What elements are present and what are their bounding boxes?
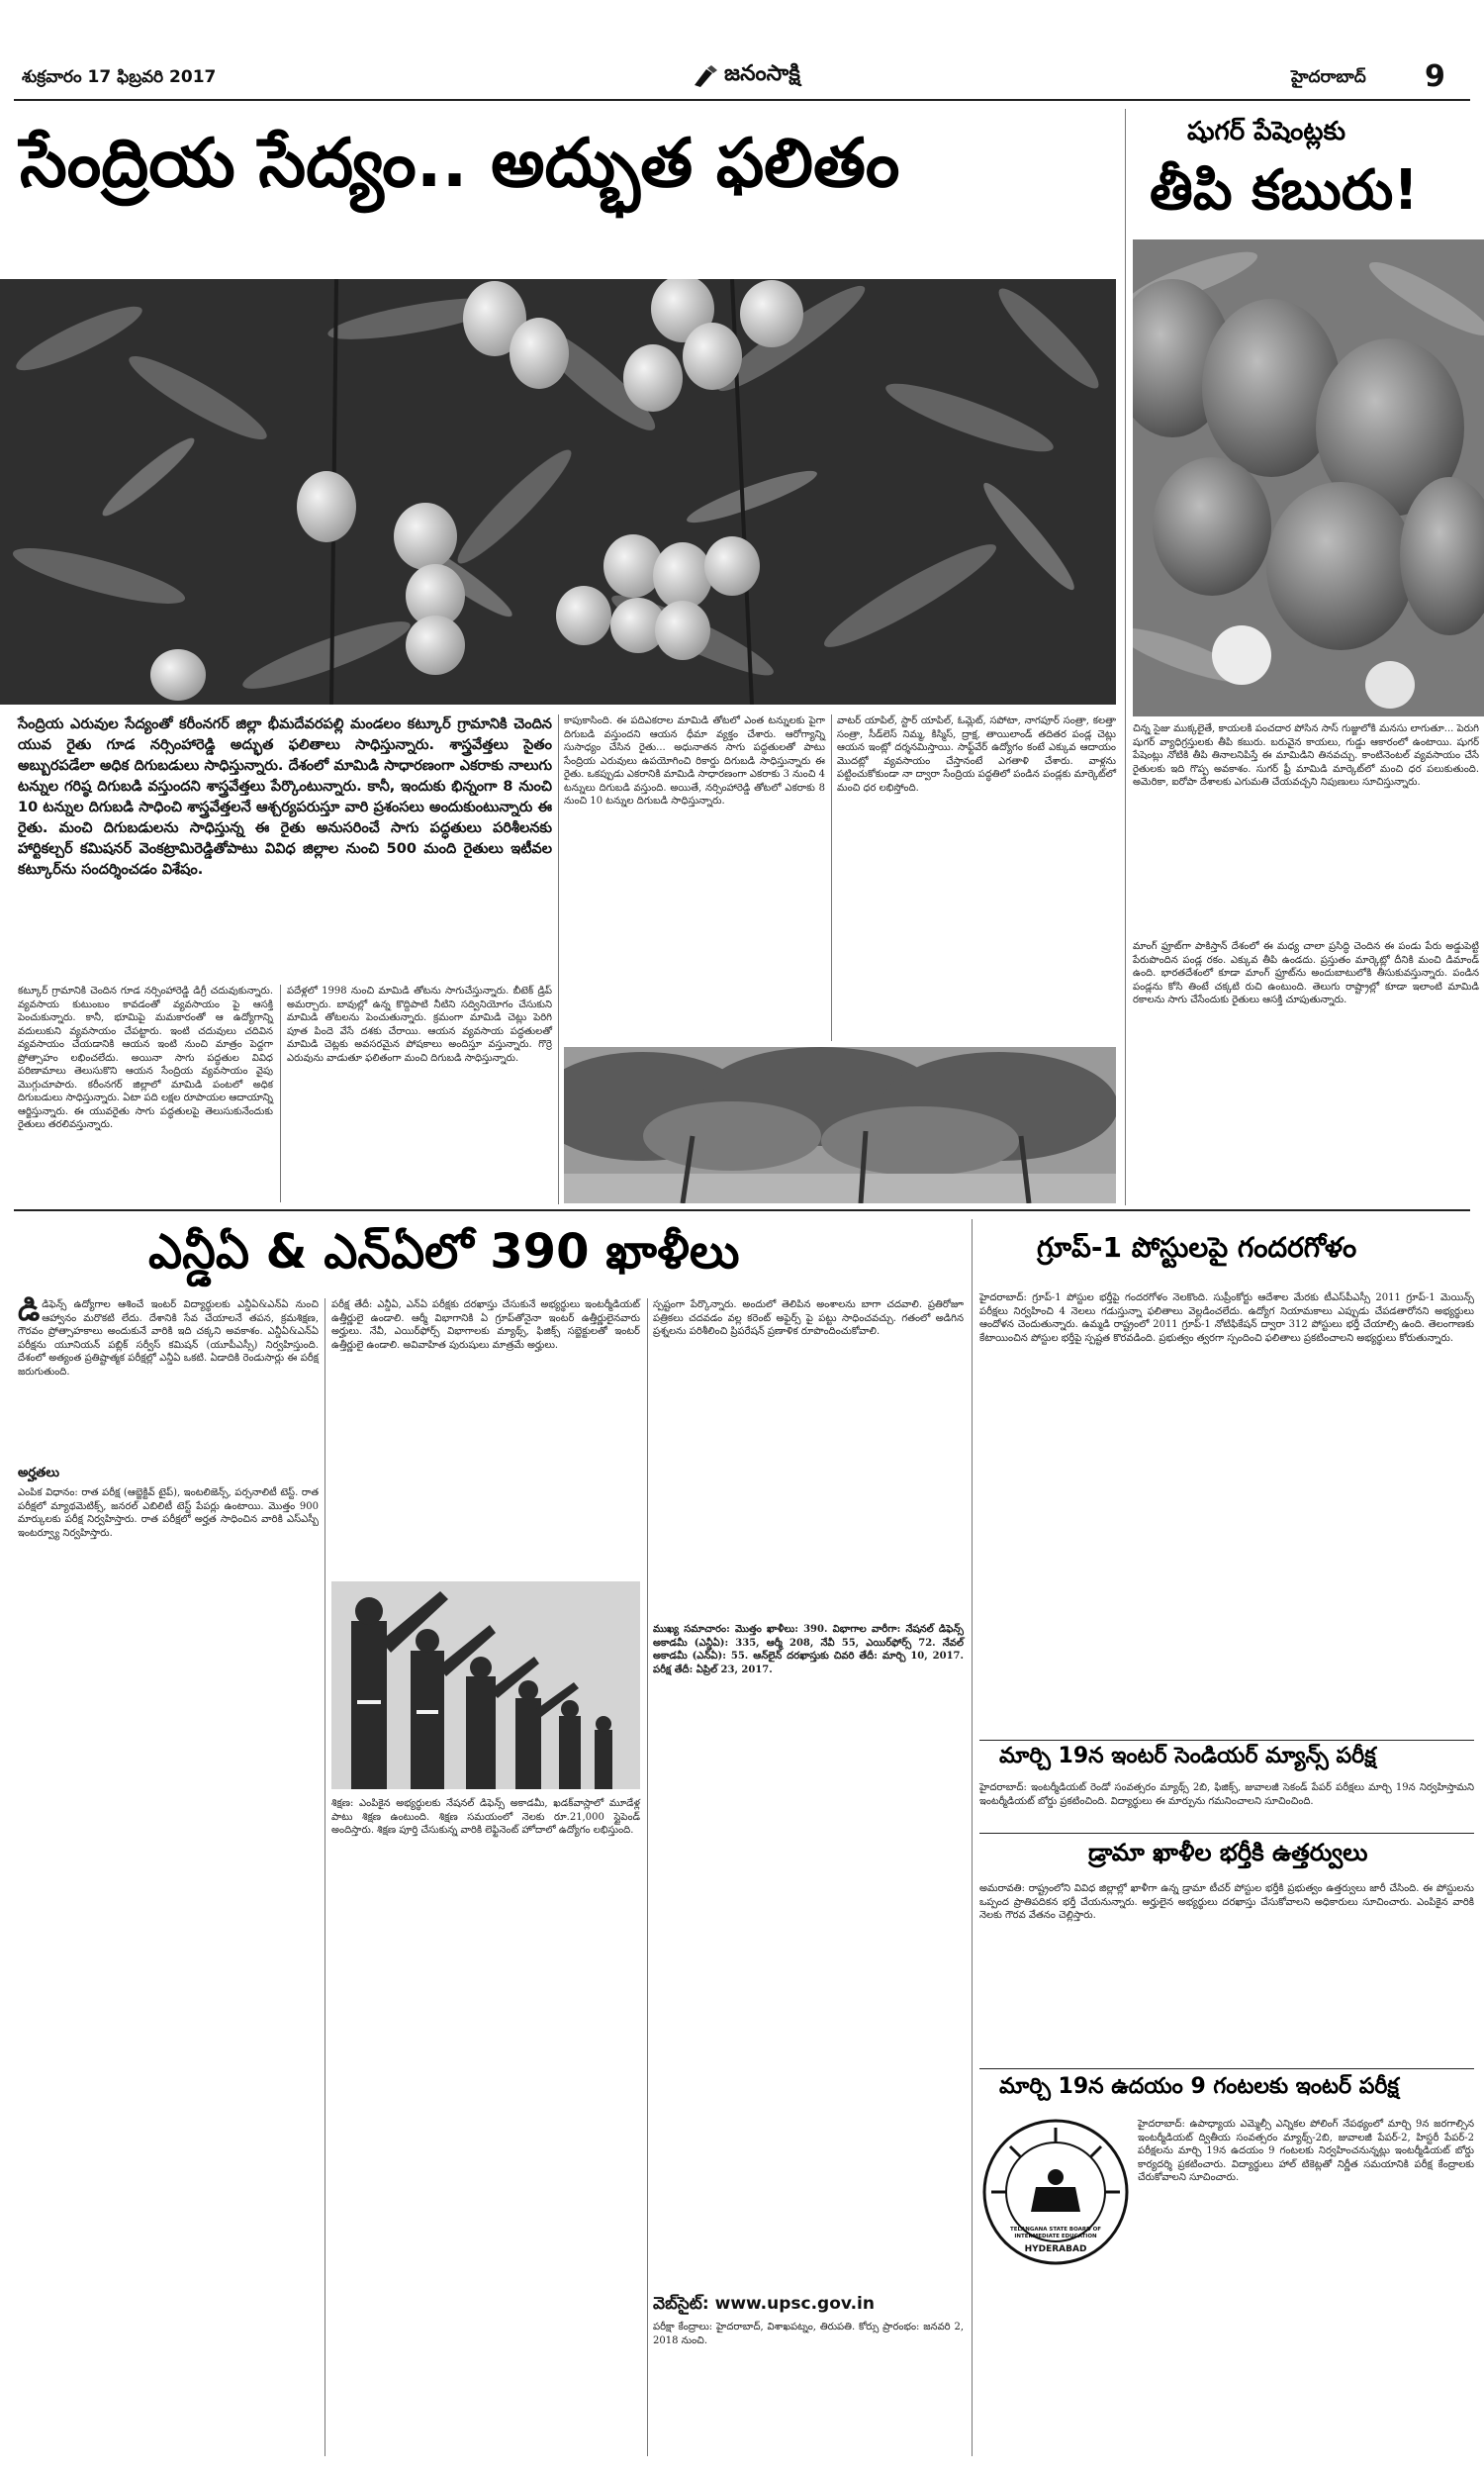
lead-col-3: కాపుకాసింది. ఈ పదిఎకరాల మామిడి తోటలో ఎంత టన్నులకు పైగా దిగుబడి వస్తుందని ఆయన ధీమా వ్యక్తం చేశారు. ఆరోగ్యాన్ని సుసాధ్యం చేసిన రైతు... అధునాతన సాగు పద్ధతులతో పాటు సేంద్రియ ఎరువులు ఉపయోగించి రికార్డు దిగుబడి సాధిస్తున్నారు ఈ రైతు. ఒకప్పుడు ఎకరానికి మామిడి సాధారణంగా ఎకరాకు 3 నుంచి 4 టన్నులు దిగుబడి వస్తుంది. అయితే, నర్సింహారెడ్డి తోటలో ఎకరాకు 8 నుంచి 10 టన్నుల దిగుబడి సాధిస్తున్నారు.: [564, 715, 825, 807]
drama-body: అమరావతి: రాష్ట్రంలోని వివిధ జిల్లాల్లో ఖాళీగా ఉన్న డ్రామా టీచర్ పోస్టుల భర్తీకి ప్రభుత్వం ఉత్తర్వులు జారీ చేసింది. ఈ పోస్టులను ఒప్పంద ప్రాతిపదికన భర్తీ చేయనున్నారు. అర్హులైన అభ్యర్థులు దరఖాస్తు చేసుకోవాలని అధికారులు సూచించారు. ఎంపికైన వారికి నెలకు గౌరవ వేతనం చెల్లిస్తారు.: [979, 1883, 1474, 1921]
jobs-col-1-text: డిఫెన్స్ ఉద్యోగాల ఆశించే ఇంటర్ విద్యార్థులకు ఎన్డీఏ&ఎన్ఏ నుంచి ఆహ్వానం మరొకటి లేదు. దేశానికి సేవ చేయాలనే తపన, క్రమశిక్షణ, గౌరవం ప్రోత్సాహకాలు అందుకునే వారికి ఇది చక్కని అవకాశం. ఎన్డీఏ&ఎన్ఏ పరీక్షను యూనియన్ పబ్లిక్ సర్వీస్ కమిషన్ (యూపీఎస్సీ) నిర్వహిస్తుంది. దేశంలో అత్యంత ప్రతిష్టాత్మక పరీక్షల్లో ఎన్డీఏ ఒకటి. ఏడాదికి రెండుసార్లు ఈ పరీక్ష జరుగుతుంది.: [18, 1299, 319, 1378]
column-divider: [280, 985, 281, 1202]
seal-board-name: TELANGANA STATE BOARD OF INTERMEDIATE EDUCATION: [1009, 2227, 1102, 2239]
sidebar-kicker: షుగర్ పేషెంట్లకు: [1187, 117, 1346, 146]
sidebar-headline: తీపి కబురు!: [1150, 158, 1419, 223]
jobs-key-info: ముఖ్య సమాచారం: మొత్తం ఖాళీలు: 390. విభాగాల వారీగా: నేషనల్ డిఫెన్స్ అకాడమీ (ఎన్డీఏ): 335, ఆర్మీ 208, నేవీ 55, ఎయిర్‌ఫోర్స్ 72. నేవల్ అకాడమీ (ఎన్ఏ): 55. ఆన్‌లైన్ దరఖాస్తుకు చివరి తేదీ: మార్చి 10, 2017. పరీక్ష తేదీ: ఏప్రిల్ 23, 2017.: [653, 1624, 964, 1675]
group1-headline: గ్రూప్-1 పోస్టులపై గందరగోళం: [1037, 1231, 1357, 1264]
exam1-body: హైదరాబాద్: ఇంటర్మీడియట్ రెండో సంవత్సరం మ్యాథ్స్ 2బి, ఫిజిక్స్, జువాలజీ సెకండ్ పేపర్ పరీక్షలు మార్చి 19న నిర్వహిస్తామని ఇంటర్మీడియట్ బోర్డు ప్రకటించింది. విద్యార్థులు ఈ మార్పును గమనించాలని సూచించింది.: [979, 1782, 1474, 1807]
lead-headline: సేంద్రియ సేద్యం.. అద్భుత ఫలితం: [20, 125, 900, 203]
group1-body: హైదరాబాద్: గ్రూప్-1 పోస్టుల భర్తీపై గందరగోళం నెలకొంది. సుప్రీంకోర్టు ఆదేశాల మేరకు టీఎస్‌పీఎస్సీ 2011 గ్రూప్-1 మెయిన్స్ పరీక్షలు నిర్వహించి 4 నెలలు గడుస్తున్నా ఫలితాలు వెల్లడించలేదు. ఉద్యోగ నియామకాలు ఎప్పుడు చేపడతారోనని అభ్యర్థులు ఆందోళన చెందుతున్నారు. ఉమ్మడి రాష్ట్రంలో 2011 గ్రూప్-1 నోటిఫికేషన్ ద్వారా 312 పోస్టులు భర్తీ చేయాల్సి ఉంది. తెలంగాణకు కేటాయించిన పోస్టుల భర్తీపై స్పష్టత కొరవడింది. ప్రభుత్వం త్వరగా స్పందించి ఫలితాలు ప్రకటించాలని అభ్యర్థులు కోరుతున్నారు.: [979, 1292, 1474, 1344]
upsc-website-link[interactable]: వెబ్‌సైట్: www.upsc.gov.in: [653, 2294, 875, 2314]
exam1-headline: మార్చి 19న ఇంటర్ సెండియర్ మ్యాన్స్ పరీక్ష: [999, 1744, 1376, 1768]
jobs-col-2: పరీక్ష తేదీ: ఎన్డీఏ, ఎన్ఏ పరీక్షకు దరఖాస్తు చేసుకునే అభ్యర్థులు ఇంటర్మీడియట్ ఉత్తీర్ణులై ఉండాలి. ఆర్మీ విభాగానికి ఏ గ్రూప్‌తోనైనా ఇంటర్ ఉత్తీర్ణులైనవారు అర్హులు. నేవీ, ఎయిర్‌ఫోర్స్ విభాగాలకు మ్యాథ్స్, ఫిజిక్స్ సబ్జెక్టులతో ఇంటర్ ఉత్తీర్ణులై ఉండాలి. అవివాహిత పురుషులు మాత్రమే అర్హులు.: [331, 1299, 640, 1351]
seal-city: HYDERABAD: [1024, 2244, 1087, 2254]
pen-icon: [693, 65, 718, 87]
board-seal: [981, 2118, 1130, 2266]
lead-intro: సేంద్రియ ఎరువుల సేద్యంతో కరీంనగర్ జిల్లా భీమదేవరపల్లి మండలం కట్కూర్ గ్రామానికి చెందిన యువ రైతు గూడ నర్సింహారెడ్డి అద్భుత ఫలితాలు సాధిస్తున్నారు. శాస్త్రవేత్తలు సైతం అబ్బురపడేలా అధిక దిగుబడులు సాధిస్తున్నారు. దేశంలో మామిడి సాధారణంగా ఎకరాకు నాలుగు టన్నుల గరిష్ఠ దిగుబడి వస్తుందని శాస్త్రవేత్తలు పేర్కొంటున్నారు. కానీ, ఇందుకు భిన్నంగా 8 నుంచి 10 టన్నుల దిగుబడి సాధించి శాస్త్రవేత్తలనే ఆశ్చర్యపరుస్తూ వారి ప్రశంసలు అందుకుంటున్నారు ఈ రైతు. మంచి దిగుబడులను సాధిస్తున్న ఈ రైతు అనుసరించే సాగు పద్ధతులు పరిశీలనకు హార్టికల్చర్ కమిషనర్ వెంకట్రామిరెడ్డితోపాటు వివిధ జిల్లాల నుంచి 500 మంది రైతులు ఇటీవల కట్కూర్‌ను సందర్శించడం విశేషం.: [18, 716, 552, 878]
paper-logo[interactable]: [693, 61, 800, 91]
sidebar-col-text-2: మాంగ్ ఫ్రూట్‌గా పాకిస్తాన్ దేశంలో ఈ మధ్య చాలా ప్రసిద్ధి చెందిన ఈ పండు పేరు అడ్డుపెట్టి పేరుపొందిన పండ్ల రకం. ఎక్కువ తీపి ఉండదు. ప్రస్తుతం మార్కెట్లో దీనికి మంచి డిమాండ్ ఉంది. భారతదేశంలో కూడా మాంగ్ ఫ్రూట్‌ను అందుబాటులోకి తీసుకువస్తున్నారు. పండిన పండ్లను కోసి తింటే చక్కటి రుచి ఉంటుంది. తెలుగు రాష్ట్రాల్లో కూడా ఇలాంటి మామిడి రకాలను సాగు చేసేందుకు రైతులు ఆసక్తి చూపుతున్నారు.: [1133, 941, 1479, 1005]
column-divider: [831, 714, 832, 1041]
paper-name: జనంసాక్షి: [724, 61, 800, 86]
drop-cap: డి: [18, 1293, 41, 1328]
section-rule: [14, 1209, 1470, 1211]
story-divider: [979, 1833, 1474, 1834]
column-divider: [647, 1298, 648, 2456]
lead-col-4: వాటర్ యాపిల్, స్టార్ యాపిల్, ఓమ్లెట్, సపోటా, నాగపూర్ సంత్రా, కలత్తా సంత్రా, సీడ్‌లెస్ నిమ్మ, కిస్మిస్, ద్రాక్ష, తాయిలాండ్ తదితర పండ్ల చెట్లు ఆయన ఇంట్లో దర్శనమిస్తాయి. సాఫ్ట్‌వేర్ ఉద్యోగం కంటే ఎక్కువ ఆదాయం మొదట్లో వ్యవసాయం చేస్తానంటే ఎగతాళి చేశారు. వాళ్లను పట్టించుకోకుండా నా ద్వారా సేంద్రియ పద్ధతిలో పండిన పండ్లకు మార్కెట్‌లో మంచి ధర లభిస్తోంది.: [837, 715, 1116, 794]
jobs-col-2b: శిక్షణ: ఎంపికైన అభ్యర్థులకు నేషనల్ డిఫెన్స్ అకాడమీ, ఖడక్‌వాస్లాలో మూడేళ్ల పాటు శిక్షణ ఉంటుంది. శిక్షణ సమయంలో నెలకు రూ.21,000 స్టైపెండ్ అందిస్తారు. శిక్షణ పూర్తి చేసుకున్న వారికి లెఫ్టినెంట్ హోదాలో ఉద్యోగం లభిస్తుంది.: [331, 1798, 640, 1836]
masthead-rule: [14, 99, 1470, 101]
jobs-col-1b: ఎంపిక విధానం: రాత పరీక్ష (ఆబ్జెక్టివ్ టైప్), ఇంటలిజెన్స్, పర్సనాలిటీ టెస్ట్. రాత పరీక్షలో మ్యాథమెటిక్స్, జనరల్ ఎబిలిటీ టెస్ట్ పేపర్లు ఉంటాయి. మొత్తం 900 మార్కులకు పరీక్ష నిర్వహిస్తారు. రాత పరీక్షలో అర్హత సాధించిన వారికి ఎస్ఎస్బీ ఇంటర్వ్యూ నిర్వహిస్తారు.: [18, 1487, 319, 1539]
mango-closeup-photo: [1133, 239, 1484, 716]
drama-headline: డ్రామా ఖాళీల భర్తీకి ఉత్తర్వులు: [1088, 1839, 1368, 1866]
page-number: 9: [1425, 59, 1445, 94]
story-divider: [979, 1740, 1474, 1741]
jobs-col-3b: పరీక్షా కేంద్రాలు: హైదరాబాద్, విశాఖపట్నం, తిరుపతి. కోర్సు ప్రారంభం: జనవరి 2, 2018 నుంచి.: [653, 2322, 964, 2346]
exam2-body: హైదరాబాద్: ఉపాధ్యాయ ఎమ్మెల్సీ ఎన్నికల పోలింగ్ నేపథ్యంలో మార్చి 9న జరగాల్సిన ఇంటర్మీడియట్ ద్వితీయ సంవత్సరం మ్యాథ్స్-2బి, జువాలజీ పేపర్-2, హిస్టరీ పేపర్-2 పరీక్షలను మార్చి 19న ఉదయం 9 గంటలకు నిర్వహించనున్నట్లు ఇంటర్మీడియట్ బోర్డు కార్యదర్శి ప్రకటించారు. విద్యార్థులు హాల్ టికెట్లతో నిర్ణీత సమయానికి పరీక్ష కేంద్రాలకు చేరుకోవాలని సూచించారు.: [1138, 2119, 1474, 2183]
lead-col-1: కట్కూర్ గ్రామానికి చెందిన గూడ నర్సింహారెడ్డి డిగ్రీ చదువుకున్నారు. వ్యవసాయ కుటుంబం కావడంతో వ్యవసాయం పై ఆసక్తి పెంచుకున్నారు. కానీ, భూమిపై మమకారంతో ఆ ఉద్యోగాన్ని వదులుకుని వ్యవసాయం చేపట్టారు. ఇంటి చదువులు చదివిన వ్యవసాయం చేయడానికి ఆయన ఇంటి నుంచి మాత్రం పెద్దగా ప్రోత్సాహం లభించలేదు. అయినా సాగు పద్ధతుల వివిధ పరిణామాలు తెలుసుకొని ఆయన సేంద్రియ వ్యవసాయం వైపు మొగ్గుచూపారు. కరీంనగర్ జిల్లాలో మామిడి పంటలో అధిక దిగుబడులు సాధిస్తున్నారు. ఏటా పది లక్షల రూపాయల ఆదాయాన్ని ఆర్జిస్తున్నారు. ఈ యువరైతు సాగు పద్ధతులపై తెలుసుకునేందుకు రైతులు తరలివస్తున్నారు.: [18, 986, 273, 1130]
orchard-photo: [564, 1047, 1116, 1203]
mango-tree-photo: [0, 279, 1116, 705]
jobs-col-3: స్పష్టంగా పేర్కొన్నారు. అందులో తెలిపిన అంశాలను బాగా చదవాలి. ప్రతిరోజూ పత్రికలు చదవడం వల్ల కరెంట్ అఫైర్స్ పై పట్టు సాధించవచ్చు. గతంలో అడిగిన ప్రశ్నలను పరిశీలించి ప్రిపరేషన్ ప్రణాళిక రూపొందించుకోవాలి.: [653, 1299, 964, 1337]
sidebar-col-text: చిన్న సైజు ముక్కలైతే, కాయలకి పంచదార పోసిన సాస్ గుజ్జులోకి మనసు లాగుతూ... పెరుగి షుగర్ వ్యాధిగ్రస్తులకు తీపి కబురు. బరువైన కాయలు, గుడ్డు ఆకారంలో ఉంటాయి. షుగర్ పేషెంట్లు నోటికి తీపి తినాలనిపిస్తే ఈ మామిడిని తినవచ్చు. కాంటినెంటల్ వ్యవసాయం చేసే రైతులకు ఇది గొప్ప అవకాశం. సుగర్ ఫ్రీ మామిడి మార్కెట్‌లో మంచి ధర పలుకుతుంది. అమెరికా, ఐరోపా దేశాలకు ఎగుమతి చేయవచ్చని నిపుణులు సూచిస్తున్నారు.: [1133, 723, 1479, 788]
jobs-col-1-subhead: అర్హతలు: [18, 1466, 59, 1480]
lead-col-2: పదేళ్లలో 1998 నుంచి మామిడి తోటను సాగుచేస్తున్నారు. బీటెక్ డ్రిప్ అమర్చారు. బావుల్లో ఉన్న కొద్దిపాటి నీటిని సద్వినియోగం చేసుకుని మామిడి తోటలను పెంచుతున్నారు. క్రమంగా మామిడి చెట్లు పెరిగి పూత పిందె వేసే దశకు చేరాయి. ఆయన వ్యవసాయ పద్ధతులతో మామిడి చెట్లకు అవసరమైన పోషకాలు అందిస్తూ వస్తున్నారు. గొర్రె ఎరువును వాడుతూ ఫలితంగా మంచి దిగుబడి సాధిస్తున్నారు.: [287, 986, 552, 1064]
column-divider: [1125, 109, 1126, 1205]
jobs-col-1: [18, 1293, 319, 1379]
cadets-salute-photo: [331, 1581, 640, 1789]
story-divider: [979, 2068, 1474, 2069]
city-name: హైదరాబాద్: [1291, 67, 1366, 87]
exam2-headline: మార్చి 19న ఉదయం 9 గంటలకు ఇంటర్ పరీక్ష: [999, 2074, 1399, 2099]
issue-date: శుక్రవారం 17 ఫిబ్రవరి 2017: [22, 67, 217, 87]
column-divider: [972, 1219, 973, 2456]
jobs-headline: ఎన్డీఏ & ఎన్ఏలో 390 ఖాళీలు: [148, 1224, 740, 1280]
column-divider: [558, 714, 559, 1204]
